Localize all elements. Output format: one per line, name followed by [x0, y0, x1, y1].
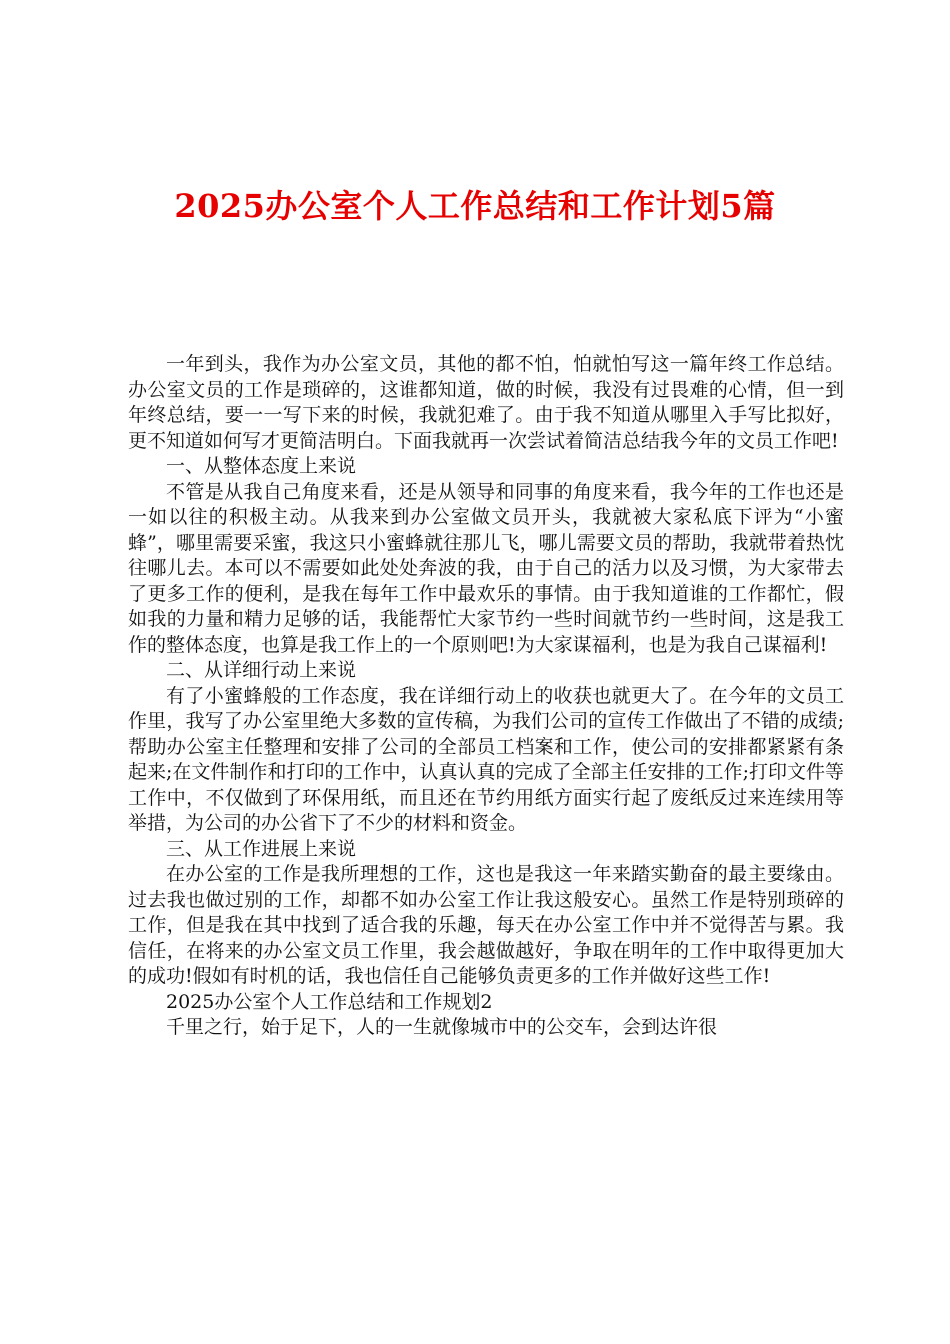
- section-heading-2: 二、从详细行动上来说: [166, 659, 357, 681]
- paragraph-article-2-start: 千里之行，始于足下，人的一生就像城市中的公交车，会到达许很: [166, 1016, 718, 1038]
- section-heading-1: 一、从整体态度上来说: [166, 455, 357, 477]
- paragraph-actions: 有了小蜜蜂般的工作态度，我在详细行动上的收获也就更大了。在今年的文员工作里，我写了办公室里绝大多数的宣传稿，为我们公司的宣传工作做出了不错的成绩;帮助办公室主任整理和安排了公司的全部员工档案和工作，使公司的安排都紧紧有条起来;在文件制作和打印的工作中，认真认真的完成了全部主任安排的工作;打印文件等工作中，不仅做到了环保用纸，而且还在节约用纸方面实行起了废纸反过来连续用等举措，为公司的办公省下了不少的材料和资金。: [128, 684, 844, 834]
- document-body: [128, 352, 844, 1041]
- paragraph-progress: 在办公室的工作是我所理想的工作，这也是我这一年来踏实勤奋的最主要缘由。过去我也做过别的工作，却都不如办公室工作让我这般安心。虽然工作是特别琐碎的工作，但是我在其中找到了适合我的乐趣，每天在办公室工作中并不觉得苦与累。我信任，在将来的办公室文员工作里，我会越做越好，争取在明年的工作中取得更加大的成功!假如有时机的话，我也信任自己能够负责更多的工作并做好这些工作!: [128, 863, 844, 987]
- section-heading-3: 三、从工作进展上来说: [166, 837, 357, 860]
- article-2-heading: 2025办公室个人工作总结和工作规划2: [166, 990, 493, 1013]
- document-title: 2025办公室个人工作总结和工作计划5篇: [174, 187, 776, 225]
- paragraph-attitude: 不管是从我自己角度来看，还是从领导和同事的角度来看，我今年的工作也还是一如以往的积极主动。从我来到办公室做文员开头，我就被大家私底下评为“小蜜蜂”，哪里需要采蜜，我这只小蜜蜂就往那儿飞，哪儿需要文员的帮助，我就带着热忱往哪儿去。本可以不需要如此处处奔波的我，由于自己的活力以及习惯，为大家带去了更多工作的便利，是我在每年工作中最欢乐的事情。由于我知道谁的工作都忙，假如我的力量和精力足够的话，我能帮忙大家节约一些时间就节约一些时间，这是我工作的整体态度，也算是我工作上的一个原则吧!为大家谋福利，也是为我自己谋福利!: [128, 480, 844, 656]
- paragraph-intro: 一年到头，我作为办公室文员，其他的都不怕，怕就怕写这一篇年终工作总结。办公室文员的工作是琐碎的，这谁都知道，做的时候，我没有过畏难的心情，但一到年终总结，要一一写下来的时候，我就犯难了。由于我不知道从哪里入手写比拟好，更不知道如何写才更简洁明白。下面我就再一次尝试着简洁总结我今年的文员工作吧!: [128, 353, 844, 452]
